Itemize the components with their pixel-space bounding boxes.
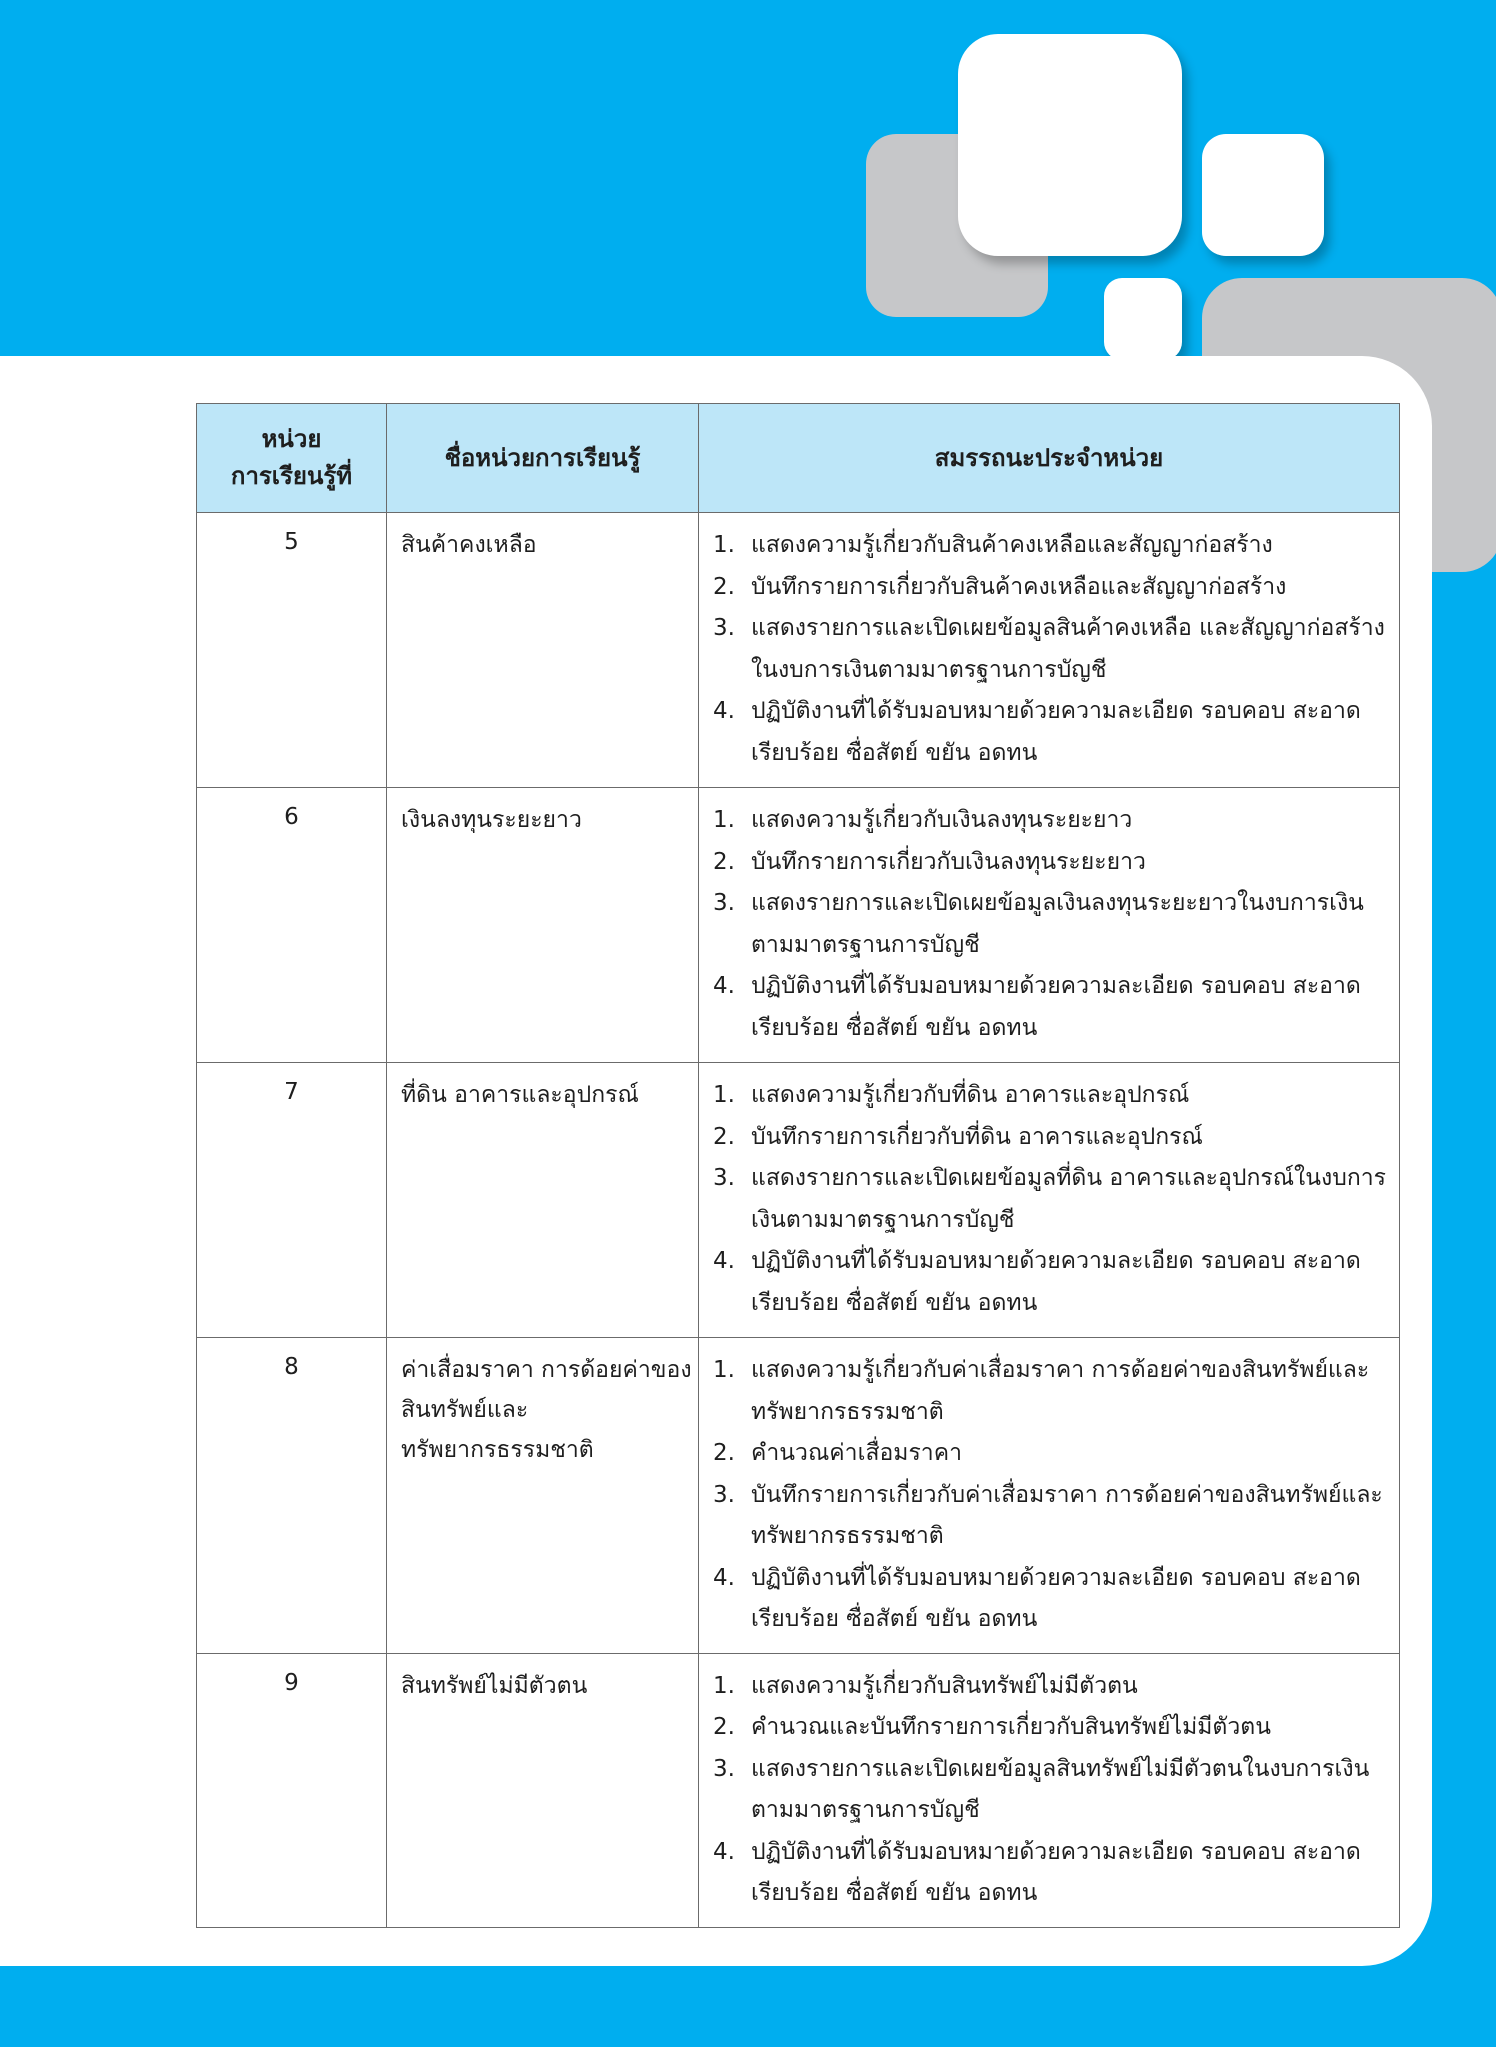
competency-list	[713, 800, 1387, 1049]
competency-text: บันทึกรายการเกี่ยวกับที่ดิน อาคารและอุปกรณ์	[751, 1123, 1203, 1150]
competency-text: แสดงความรู้เกี่ยวกับสินทรัพย์ไม่มีตัวตน	[751, 1672, 1138, 1699]
header-unit-number: หน่วย การเรียนรู้ที่	[197, 404, 387, 513]
learning-units-table	[196, 403, 1400, 1928]
competency-item	[713, 1350, 1387, 1433]
competency-list	[713, 1350, 1387, 1641]
competency-list	[713, 1075, 1387, 1324]
competency-item	[713, 1475, 1387, 1558]
competency-text: ปฏิบัติงานที่ได้รับมอบหมายด้วยความละเอียด รอบคอบ สะอาด เรียบร้อย ซื่อสัตย์ ขยัน อดทน	[751, 1564, 1361, 1632]
competency-list	[713, 525, 1387, 774]
unit-number-cell: 7	[197, 1063, 387, 1338]
competency-item	[713, 1666, 1387, 1708]
competency-text: แสดงความรู้เกี่ยวกับเงินลงทุนระยะยาว	[751, 807, 1133, 833]
unit-number-cell: 9	[197, 1653, 387, 1927]
competency-list	[713, 1666, 1387, 1915]
table-row	[197, 788, 1400, 1063]
competency-text: บันทึกรายการเกี่ยวกับสินค้าคงเหลือและสัญญาก่อสร้าง	[751, 573, 1287, 600]
competency-text: แสดงความรู้เกี่ยวกับสินค้าคงเหลือและสัญญาก่อสร้าง	[751, 532, 1273, 558]
decor-white-square-right	[1202, 134, 1324, 256]
unit-name-cell: สินค้าคงเหลือ	[387, 513, 699, 788]
table-row	[197, 1063, 1400, 1338]
unit-name-cell: ค่าเสื่อมราคา การด้อยค่าของสินทรัพย์และทรัพยากรธรรมชาติ	[387, 1338, 699, 1654]
competency-item	[713, 800, 1387, 842]
competency-text: ปฏิบัติงานที่ได้รับมอบหมายด้วยความละเอียด รอบคอบ สะอาด เรียบร้อย ซื่อสัตย์ ขยัน อดทน	[751, 973, 1361, 1041]
competency-text: ปฏิบัติงานที่ได้รับมอบหมายด้วยความละเอียด รอบคอบ สะอาด เรียบร้อย ซื่อสัตย์ ขยัน อดทน	[751, 1248, 1361, 1316]
table-row	[197, 1653, 1400, 1927]
competency-number: 4.	[713, 1248, 735, 1274]
decor-white-square-large	[958, 34, 1182, 256]
competency-item	[713, 1707, 1387, 1749]
header-unit-name: ชื่อหน่วยการเรียนรู้	[387, 404, 699, 513]
competencies-cell	[699, 513, 1400, 788]
competency-number: 3.	[713, 1481, 735, 1508]
competency-number: 2.	[713, 848, 735, 875]
competencies-cell	[699, 1063, 1400, 1338]
competency-text: ปฏิบัติงานที่ได้รับมอบหมายด้วยความละเอียด รอบคอบ สะอาด เรียบร้อย ซื่อสัตย์ ขยัน อดทน	[751, 698, 1361, 766]
competency-item	[713, 842, 1387, 884]
competency-number: 1.	[713, 1082, 735, 1108]
unit-number-cell: 8	[197, 1338, 387, 1654]
table-row	[197, 513, 1400, 788]
competency-number: 3.	[713, 890, 735, 916]
competency-text: บันทึกรายการเกี่ยวกับเงินลงทุนระยะยาว	[751, 848, 1146, 875]
unit-name-cell: ที่ดิน อาคารและอุปกรณ์	[387, 1063, 699, 1338]
competency-number: 1.	[713, 1357, 735, 1383]
competencies-cell	[699, 788, 1400, 1063]
competency-item	[713, 883, 1387, 966]
competency-number: 4.	[713, 1838, 735, 1865]
competency-text: แสดงรายการและเปิดเผยข้อมูลสินทรัพย์ไม่มีตัวตนในงบการเงินตามมาตรฐานการบัญชี	[751, 1755, 1370, 1823]
competency-text: ปฏิบัติงานที่ได้รับมอบหมายด้วยความละเอียด รอบคอบ สะอาด เรียบร้อย ซื่อสัตย์ ขยัน อดทน	[751, 1838, 1361, 1906]
competency-number: 4.	[713, 1564, 735, 1591]
competency-number: 2.	[713, 1714, 735, 1740]
competency-item	[713, 1558, 1387, 1641]
table-header-row	[197, 404, 1400, 513]
competency-item	[713, 525, 1387, 567]
competency-item	[713, 608, 1387, 691]
header-unit-competencies: สมรรถนะประจำหน่วย	[699, 404, 1400, 513]
competency-text: คำนวณค่าเสื่อมราคา	[751, 1440, 963, 1466]
competency-item	[713, 1158, 1387, 1241]
unit-number-cell: 6	[197, 788, 387, 1063]
competency-number: 4.	[713, 973, 735, 999]
competencies-cell	[699, 1338, 1400, 1654]
competency-number: 1.	[713, 532, 735, 558]
competency-number: 2.	[713, 1440, 735, 1466]
competency-text: คำนวณและบันทึกรายการเกี่ยวกับสินทรัพย์ไม่มีตัวตน	[751, 1714, 1271, 1740]
competency-item	[713, 1117, 1387, 1159]
competency-number: 3.	[713, 615, 735, 641]
unit-name-cell: สินทรัพย์ไม่มีตัวตน	[387, 1653, 699, 1927]
competency-text: แสดงรายการและเปิดเผยข้อมูลที่ดิน อาคารและอุปกรณ์ในงบการเงินตามมาตรฐานการบัญชี	[751, 1165, 1387, 1233]
competency-item	[713, 966, 1387, 1049]
competency-text: แสดงความรู้เกี่ยวกับที่ดิน อาคารและอุปกรณ์	[751, 1082, 1190, 1108]
decor-white-square-small	[1104, 278, 1182, 360]
competency-item	[713, 691, 1387, 774]
competency-number: 3.	[713, 1755, 735, 1782]
competency-number: 4.	[713, 698, 735, 724]
unit-number-cell: 5	[197, 513, 387, 788]
competency-item	[713, 1075, 1387, 1117]
competency-number: 3.	[713, 1165, 735, 1191]
competency-item	[713, 1433, 1387, 1475]
competency-item	[713, 1832, 1387, 1915]
competency-number: 2.	[713, 1123, 735, 1150]
competency-text: แสดงรายการและเปิดเผยข้อมูลสินค้าคงเหลือ และสัญญาก่อสร้างในงบการเงินตามมาตรฐานการบัญชี	[751, 615, 1385, 683]
competency-item	[713, 1241, 1387, 1324]
competency-text: แสดงความรู้เกี่ยวกับค่าเสื่อมราคา การด้อยค่าของสินทรัพย์และทรัพยากรธรรมชาติ	[751, 1357, 1370, 1425]
competency-item	[713, 1749, 1387, 1832]
table-row	[197, 1338, 1400, 1654]
competency-number: 2.	[713, 573, 735, 600]
competency-number: 1.	[713, 807, 735, 833]
competency-number: 1.	[713, 1672, 735, 1699]
competency-text: บันทึกรายการเกี่ยวกับค่าเสื่อมราคา การด้อยค่าของสินทรัพย์และทรัพยากรธรรมชาติ	[751, 1481, 1383, 1549]
competency-text: แสดงรายการและเปิดเผยข้อมูลเงินลงทุนระยะยาวในงบการเงินตามมาตรฐานการบัญชี	[751, 890, 1364, 958]
competency-item	[713, 567, 1387, 609]
unit-name-cell: เงินลงทุนระยะยาว	[387, 788, 699, 1063]
competencies-cell	[699, 1653, 1400, 1927]
